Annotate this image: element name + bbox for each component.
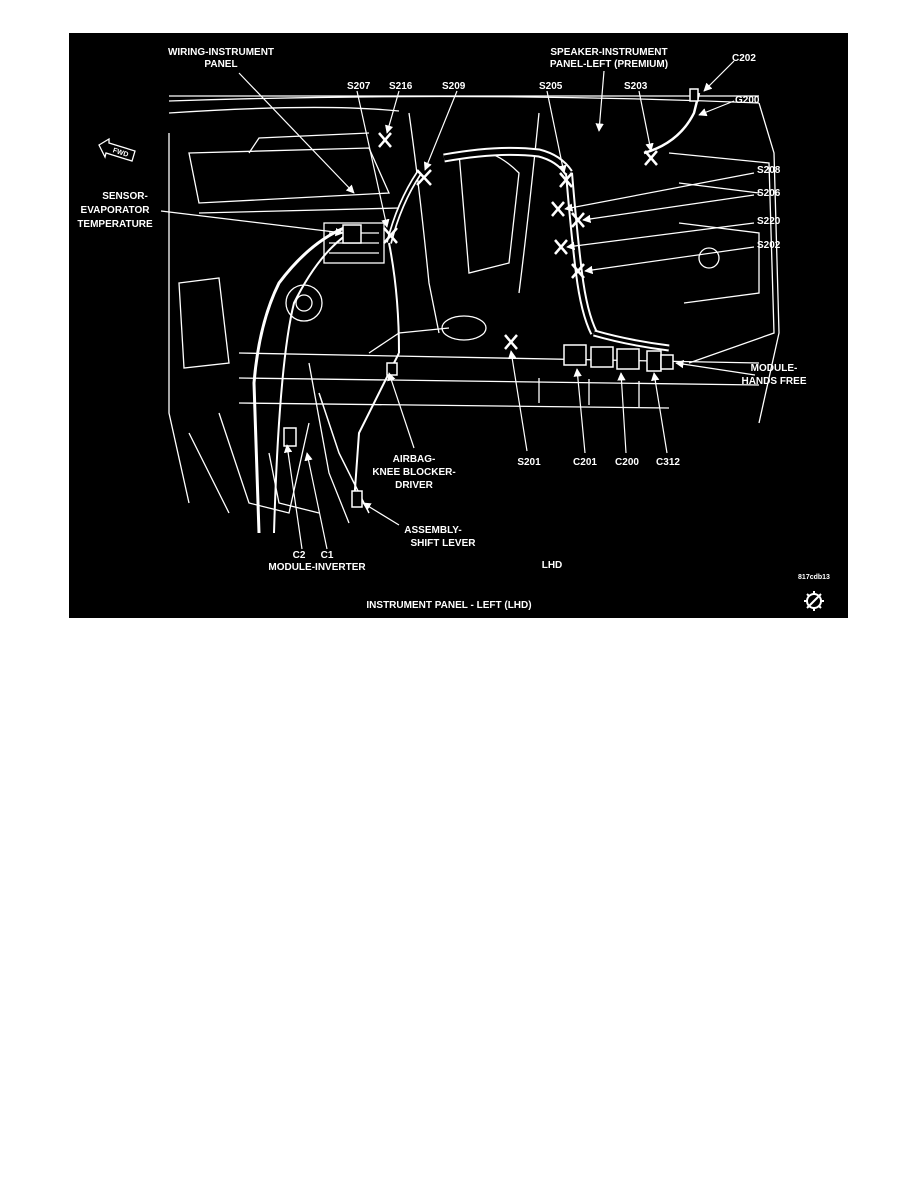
label-s216: S216 [389,81,413,92]
label-airbag-knee-blocker-driver-2: KNEE BLOCKER- [372,467,456,478]
label-speaker-instrument-panel-2: PANEL-LEFT (PREMIUM) [549,59,669,70]
label-airbag-knee-blocker-driver: AIRBAG- [392,454,436,465]
label-module-inverter: MODULE-INVERTER [268,562,366,573]
label-airbag-knee-blocker-driver-3: DRIVER [395,480,433,491]
svg-text:FWD: FWD [111,147,130,159]
instrument-panel-illustration [169,96,779,523]
label-speaker-instrument-panel: SPEAKER-INSTRUMENT [550,47,668,58]
label-module-hands-free-2: HANDS FREE [741,376,807,387]
leader-lines [161,61,755,549]
label-sensor-evaporator-temperature: SENSOR- [102,191,148,202]
gear-logo-icon [804,591,824,611]
label-sensor-evaporator-temperature-2: EVAPORATOR [80,205,150,216]
label-wiring-instrument-panel: WIRING-INSTRUMENT [167,47,275,58]
label-module-hands-free: MODULE- [750,363,798,374]
label-assembly-shift-lever-2: SHIFT LEVER [410,538,476,549]
label-s205: S205 [539,81,563,92]
label-lhd: LHD [541,560,563,571]
label-c201: C201 [573,457,597,468]
label-s203: S203 [624,81,648,92]
label-c312: C312 [656,457,680,468]
label-sensor-evaporator-temperature-3: TEMPERATURE [77,219,153,230]
label-s220: S220 [757,216,781,227]
forward-arrow-icon [99,139,135,161]
label-g200: G200 [735,95,760,106]
label-assembly-shift-lever: ASSEMBLY- [404,525,462,536]
label-c2: C2 [292,550,306,561]
figure-code: 817cdb13 [798,574,830,581]
label-s207: S207 [347,81,371,92]
label-s201: S201 [517,457,541,468]
wiring-diagram-figure [69,33,848,618]
label-c200: C200 [615,457,639,468]
label-s208: S208 [757,165,781,176]
label-s209: S209 [442,81,466,92]
label-c202: C202 [732,53,756,64]
label-s206: S206 [757,188,781,199]
diagram-title: INSTRUMENT PANEL - LEFT (LHD) [366,600,532,611]
label-c1: C1 [320,550,334,561]
label-wiring-instrument-panel-2: PANEL [204,59,238,70]
label-s202: S202 [757,240,781,251]
